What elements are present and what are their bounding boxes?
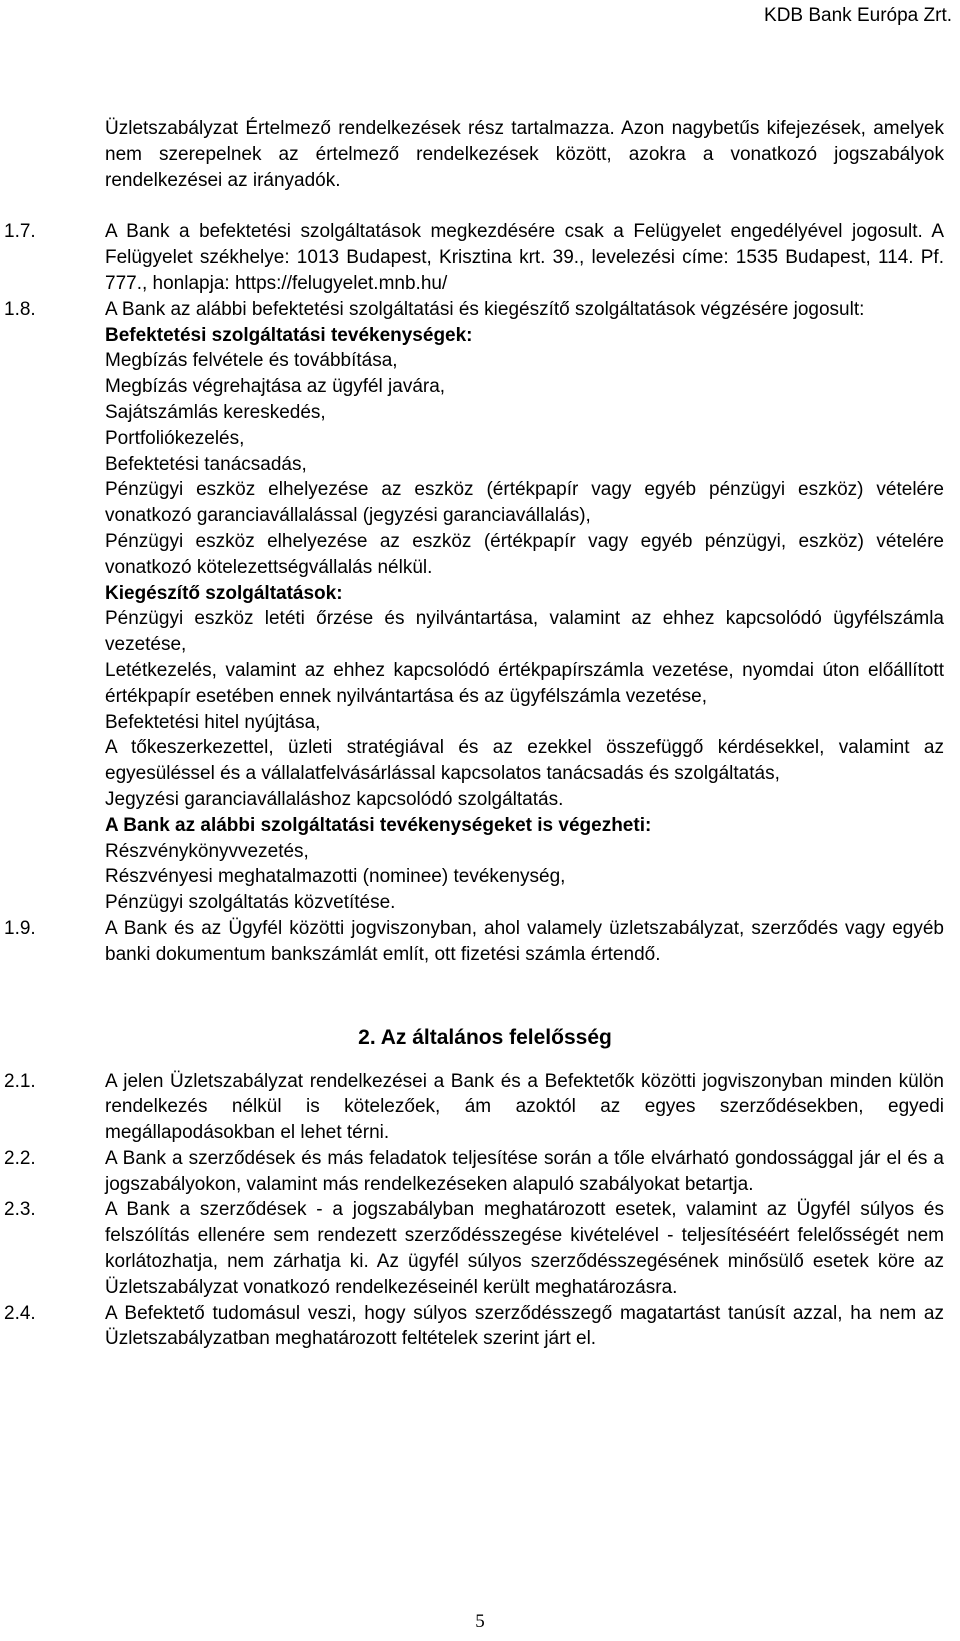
section-heading: 2. Az általános felelősség bbox=[358, 1025, 612, 1049]
other-services-heading: A Bank az alábbi szolgáltatási tevékenységeket is végezheti: bbox=[105, 814, 652, 836]
clause-number: 2.1. bbox=[4, 1070, 36, 1092]
list-item: Befektetési hitel nyújtása, bbox=[105, 711, 321, 733]
clause-text: A jelen Üzletszabályzat rendelkezései a Bank és a Befektetők közötti jogviszonyban minden külön rendelkezés nélkül is kötelezőek, ám azoktól az egyes szerződésekben, egyedi megállapodásokban el lehet térni. bbox=[105, 1070, 944, 1144]
clause-2-4 bbox=[0, 1301, 960, 1353]
clause-1-9 bbox=[0, 916, 960, 968]
list-item: Pénzügyi eszköz elhelyezése az eszköz (értékpapír vagy egyéb pénzügyi eszköz) vételére vonatkozó garanciavállalással (jegyzési garanciavállalás), bbox=[105, 479, 944, 527]
list-item: Pénzügyi eszköz letéti őrzése és nyilvántartása, valamint az ehhez kapcsolódó ügyfélszámla vezetése, bbox=[105, 608, 944, 656]
supplementary-services-heading: Kiegészítő szolgáltatások: bbox=[105, 582, 343, 604]
clause-number: 2.4. bbox=[4, 1302, 36, 1324]
clause-text: A Bank a szerződések és más feladatok teljesítése során a tőle elvárható gondossággal jár el és a jogszabályokon, valamint más rendelkezéseken alapuló szabályokat betartja. bbox=[105, 1147, 944, 1195]
page-number: 5 bbox=[475, 1611, 485, 1632]
clause-1-7 bbox=[0, 219, 960, 296]
list-item: Befektetési tanácsadás, bbox=[105, 453, 307, 475]
clause-text: A Befektető tudomásul veszi, hogy súlyos szerződésszegő magatartást tanúsít azzal, ha nem az Üzletszabályzatban meghatározott feltételek szerint járt el. bbox=[105, 1302, 944, 1350]
clause-2-1 bbox=[0, 1069, 960, 1146]
list-item: Megbízás végrehajtása az ügyfél javára, bbox=[105, 376, 446, 398]
clause-number: 1.8. bbox=[4, 298, 36, 320]
clause-2-2 bbox=[0, 1146, 960, 1198]
intro-paragraph: Üzletszabályzat Értelmező rendelkezések rész tartalmazza. Azon nagybetűs kifejezések, amelyek nem szerepelnek az értelmező rendelkezések között, azokra a vonatkozó jogszabályok rendelkezései az irányadók. bbox=[105, 118, 944, 191]
clause-number: 2.3. bbox=[4, 1199, 36, 1221]
list-item: Megbízás felvétele és továbbítása, bbox=[105, 350, 398, 372]
list-item: Részvényesi meghatalmazotti (nominee) tevékenység, bbox=[105, 866, 566, 888]
list-item: Részvénykönyvvezetés, bbox=[105, 840, 309, 862]
clause-text: A Bank a befektetési szolgáltatások megkezdésére csak a Felügyelet engedélyével jogosult. A Felügyelet székhelye: 1013 Budapest, Krisztina krt. 39., levelezési címe: 1535 Budapest, 114. Pf. 777., honlapja: https://felugyelet.mnb.hu/ bbox=[105, 221, 944, 294]
running-header: KDB Bank Európa Zrt. bbox=[764, 5, 952, 26]
list-item: Portfoliókezelés, bbox=[105, 427, 245, 449]
clause-number: 1.9. bbox=[4, 917, 36, 939]
other-services-list bbox=[105, 839, 944, 916]
clause-text: A Bank és az Ügyfél közötti jogviszonyban, ahol valamely üzletszabályzat, szerződés vagy egyéb banki dokumentum bankszámlát említ, ott fizetési számla értendő. bbox=[105, 917, 944, 965]
clause-intro: A Bank az alábbi befektetési szolgáltatási és kiegészítő szolgáltatások végzésére jogosult: bbox=[105, 298, 865, 320]
list-item: Sajátszámlás kereskedés, bbox=[105, 401, 326, 423]
list-item: Pénzügyi eszköz elhelyezése az eszköz (értékpapír vagy egyéb pénzügyi, eszköz) vételére vonatkozó kötelezettségvállalás nélkül. bbox=[105, 530, 944, 578]
clause-number: 2.2. bbox=[4, 1147, 36, 1169]
clause-1-8 bbox=[0, 297, 960, 916]
list-item: Letétkezelés, valamint az ehhez kapcsolódó értékpapírszámla vezetése, nyomdai úton előállított értékpapír esetében ennek nyilvántartása és az ügyfélszámla vezetése, bbox=[105, 659, 944, 707]
list-item: A tőkeszerkezettel, üzleti stratégiával és az ezekkel összefüggő kérdésekkel, valamint az egyesüléssel és a vállalatfelvásárlással kapcsolatos tanácsadás és szolgáltatás, bbox=[105, 737, 944, 785]
document-body bbox=[0, 116, 960, 1352]
investment-services-list bbox=[105, 348, 944, 580]
clause-text: A Bank a szerződések - a jogszabályban meghatározott esetek, valamint az Ügyfél súlyos és felszólítás ellenére sem rendezett szerződésszegése kivételével - teljesítéséért felelősségét nem korlátozhatja, nem zárhatja ki. Az ügyfél súlyos szerződésszegésének minősülő esetek köre az Üzletszabályzat vonatkozó rendelkezéseinél került meghatározásra. bbox=[105, 1199, 944, 1298]
list-item: Pénzügyi szolgáltatás közvetítése. bbox=[105, 892, 396, 914]
supplementary-services-list bbox=[105, 606, 944, 812]
list-item: Jegyzési garanciavállaláshoz kapcsolódó szolgáltatás. bbox=[105, 788, 564, 810]
clause-2-3 bbox=[0, 1197, 960, 1300]
clause-number: 1.7. bbox=[4, 221, 36, 243]
investment-services-heading: Befektetési szolgáltatási tevékenységek: bbox=[105, 324, 473, 346]
